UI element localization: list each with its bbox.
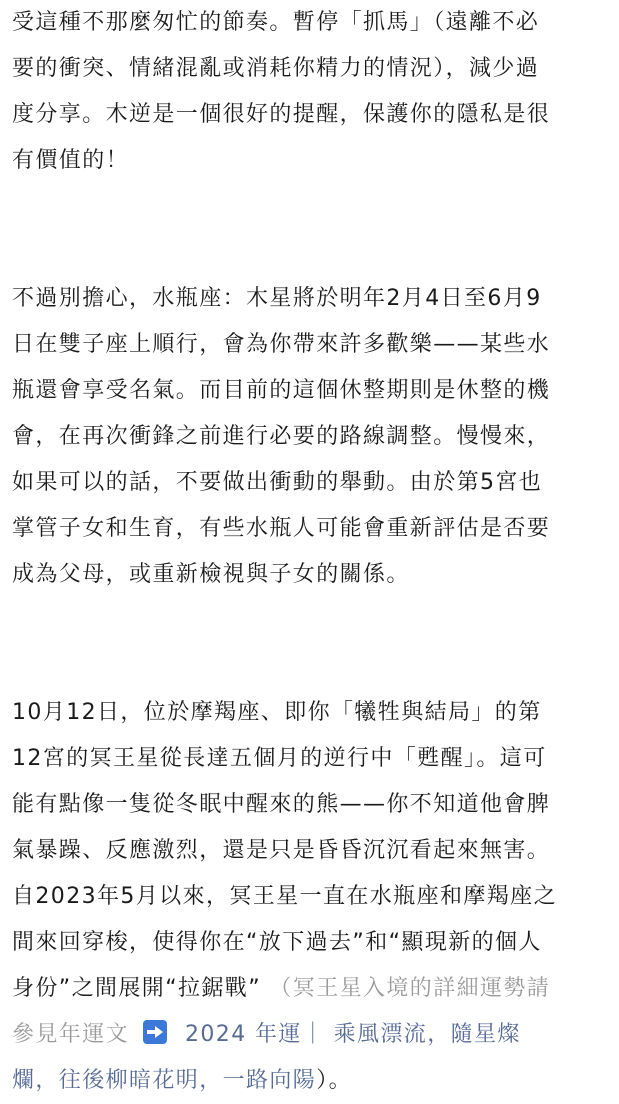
paragraph-2	[12, 276, 610, 598]
paragraph-gap	[12, 184, 610, 230]
text-line: 受這種不那麼匆忙的節奏。暫停「抓馬」（遠離不必	[12, 10, 540, 35]
text-segment: 身份”之間展開“拉鋸戰”	[12, 976, 261, 1001]
annual-horoscope-link[interactable]: 2024 年運｜ 乘風漂流，隨星燦	[185, 1022, 521, 1047]
paragraph-1	[12, 0, 610, 184]
text-line: 會，在再次衝鋒之前進行必要的路線調整。慢慢來，	[12, 424, 551, 449]
note-text: 參見年運文	[12, 1022, 130, 1047]
text-line: 度分享。木逆是一個很好的提醒，保護你的隱私是很	[12, 102, 551, 127]
text-line: 掌管子女和生育，有些水瓶人可能會重新評估是否要	[12, 516, 551, 541]
text-line: 日在雙子座上順行，會為你帶來許多歡樂——某些水	[12, 332, 551, 357]
text-line: 氣暴躁、反應激烈，還是只是昏昏沉沉看起來無害。	[12, 838, 551, 863]
paragraph-gap	[12, 598, 610, 644]
text-line: 有價值的！	[12, 148, 130, 173]
paragraph-3	[12, 690, 610, 1104]
text-line	[12, 1058, 610, 1104]
text-line: 能有點像一隻從冬眠中醒來的熊——你不知道他會脾	[12, 792, 551, 817]
text-line	[12, 966, 610, 1012]
text-line: 如果可以的話，不要做出衝動的舉動。由於第5宮也	[12, 470, 543, 495]
article-body	[12, 0, 610, 1104]
text-line: 成為父母，或重新檢視與子女的關係。	[12, 562, 410, 587]
annual-horoscope-link[interactable]: 爛，往後柳暗花明，一路向陽	[12, 1068, 317, 1093]
text-line: 不過別擔心，水瓶座：木星將於明年2月4日至6月9	[12, 286, 542, 311]
text-line: 間來回穿梭，使得你在“放下過去”和“顯現新的個人	[12, 930, 542, 955]
text-line: 12宮的冥王星從長達五個月的逆行中「甦醒」。這可	[12, 746, 547, 771]
note-text: （冥王星入境的詳細運勢請	[269, 976, 551, 1001]
text-line: 自2023年5月以來，冥王星一直在水瓶座和摩羯座之	[12, 884, 557, 909]
text-line	[12, 1012, 610, 1058]
paragraph-gap	[12, 644, 610, 690]
text-line: 瓶還會享受名氣。而目前的這個休整期則是休整的機	[12, 378, 551, 403]
text-segment: ）。	[316, 1068, 353, 1093]
text-line: 10月12日，位於摩羯座、即你「犧牲與結局」的第	[12, 700, 542, 725]
text-line: 要的衝突、情緒混亂或消耗你精力的情況），減少過	[12, 56, 540, 81]
paragraph-gap	[12, 230, 610, 276]
